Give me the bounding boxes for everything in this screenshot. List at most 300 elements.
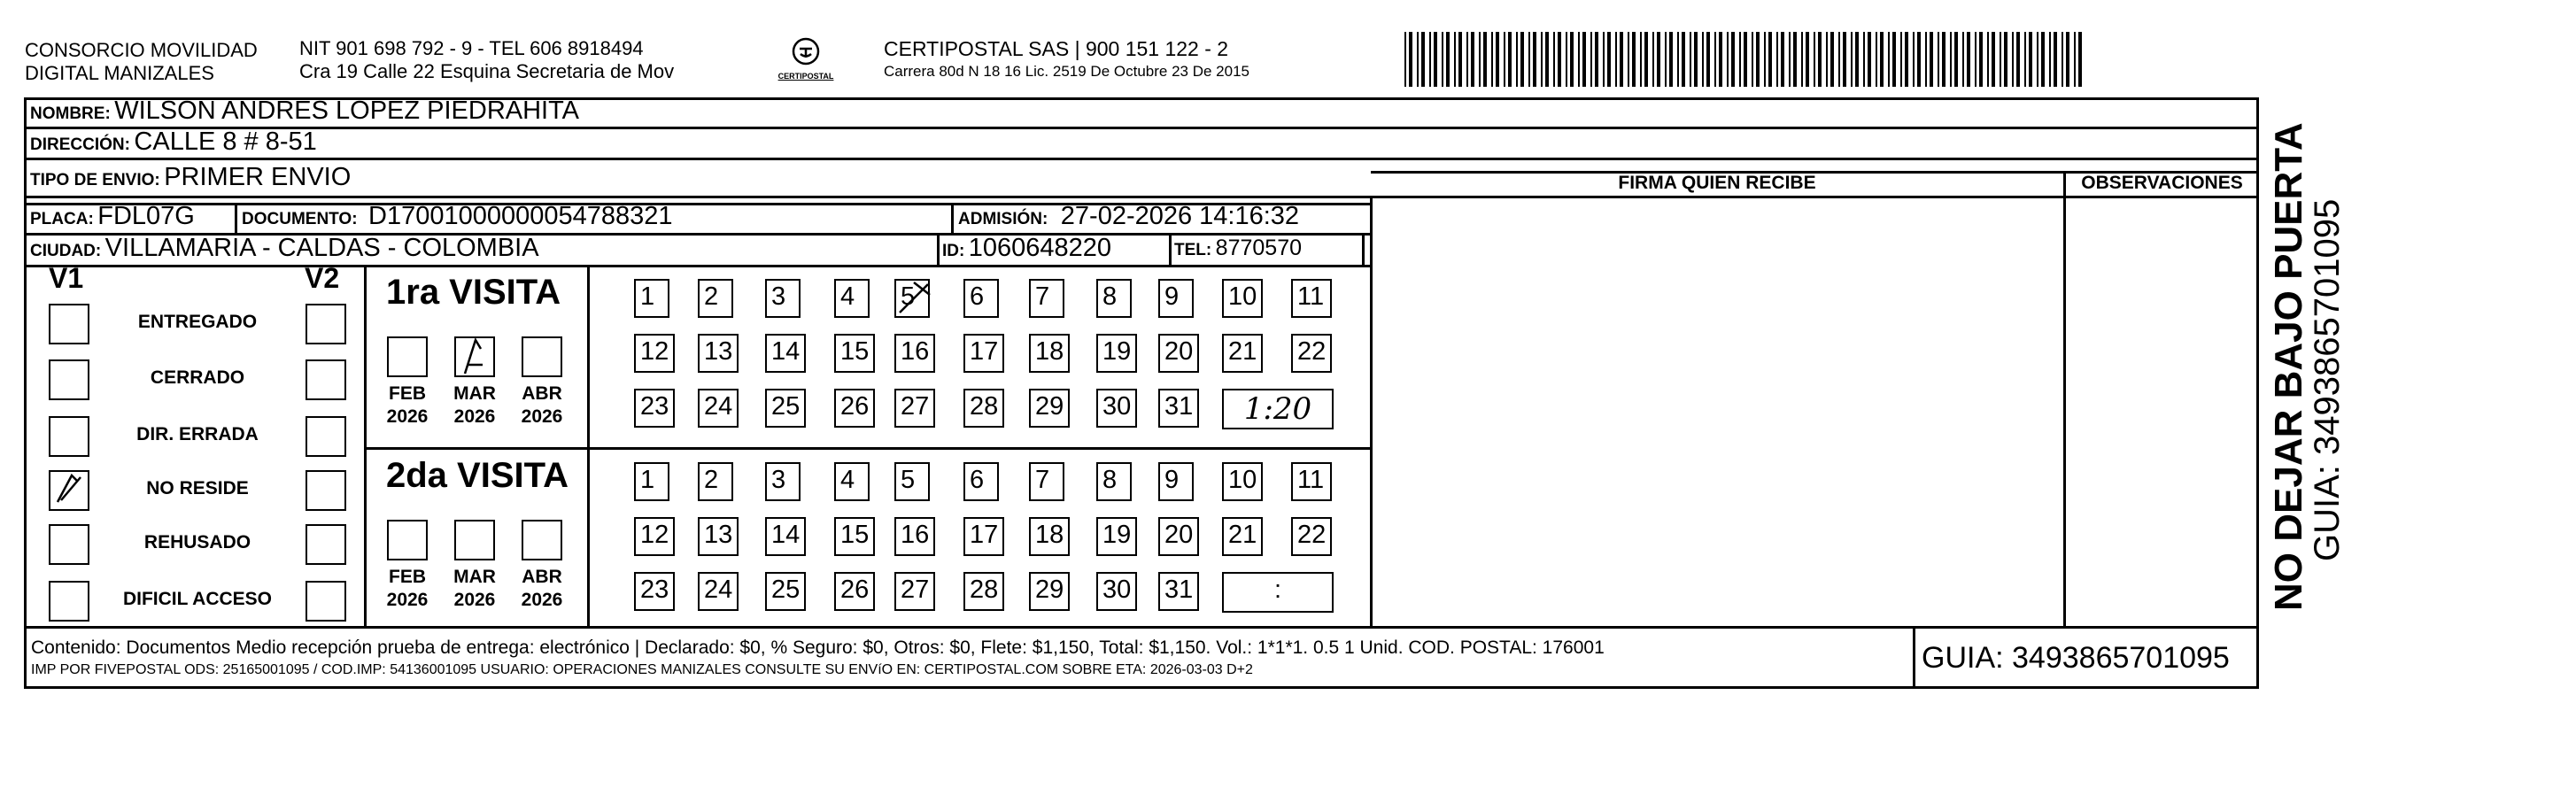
city-label: CIUDAD: <box>30 242 102 260</box>
footer-guide: GUIA: 3493865701095 <box>1922 641 2230 675</box>
plate-field <box>30 202 195 231</box>
day-box[interactable] <box>698 389 739 428</box>
day-box[interactable] <box>1222 279 1263 318</box>
month-year: 2026 <box>386 406 429 427</box>
day-number: 25 <box>771 576 801 604</box>
barcode-bar <box>1913 32 1915 87</box>
month-name: FEB <box>389 383 426 404</box>
visit-title: 1ra VISITA <box>386 273 561 312</box>
day-number: 26 <box>840 576 870 604</box>
day-box[interactable] <box>634 572 675 611</box>
barcode-bar <box>1719 32 1722 87</box>
day-number: 29 <box>1035 392 1064 421</box>
barcode-bar <box>1714 32 1716 87</box>
day-box[interactable] <box>634 334 675 373</box>
barcode-bar <box>2062 32 2063 87</box>
month-label <box>511 566 573 612</box>
day-number: 24 <box>704 392 733 421</box>
visit-time: 1:20 <box>1243 391 1312 427</box>
day-box[interactable] <box>634 517 675 556</box>
day-box[interactable] <box>634 389 675 428</box>
day-box[interactable] <box>1158 517 1199 556</box>
day-number: 7 <box>1035 466 1050 494</box>
barcode-bar <box>2049 32 2051 87</box>
city-field <box>30 234 539 263</box>
shipment-type: PRIMER ENVIO <box>164 163 352 191</box>
barcode-bar <box>1404 32 1406 87</box>
day-number: 21 <box>1228 521 1257 549</box>
day-box[interactable] <box>1222 462 1263 501</box>
day-box[interactable] <box>1222 334 1263 373</box>
v2-checkbox[interactable] <box>306 470 346 511</box>
day-number: 19 <box>1102 521 1132 549</box>
barcode-bar <box>1434 32 1437 87</box>
day-number: 16 <box>901 337 930 366</box>
city-value: VILLAMARIA - CALDAS - COLOMBIA <box>104 234 539 262</box>
barcode-bar <box>1421 32 1425 87</box>
barcode-bar <box>2004 32 2007 87</box>
barcode-bar <box>1508 32 1512 87</box>
barcode-bar <box>1838 32 1840 87</box>
day-box[interactable] <box>894 389 935 428</box>
day-box[interactable] <box>1096 334 1137 373</box>
shipment-type-row <box>30 163 351 192</box>
day-box[interactable] <box>834 334 875 373</box>
barcode-bar <box>1954 32 1958 87</box>
barcode-bar <box>1789 32 1791 87</box>
document-field <box>242 202 673 231</box>
visit-title: 2da VISITA <box>386 456 569 495</box>
day-box[interactable] <box>894 462 930 501</box>
barcode-bar <box>1545 32 1549 87</box>
recipient-address: CALLE 8 # 8-51 <box>134 127 317 156</box>
barcode-bar <box>1615 32 1617 87</box>
day-box[interactable] <box>1029 279 1064 318</box>
sender-nit: NIT 901 698 792 - 9 - TEL 606 8918494 <box>299 37 644 59</box>
day-box[interactable] <box>1291 517 1332 556</box>
month-checkbox[interactable] <box>454 520 495 560</box>
day-number: 2 <box>704 282 719 311</box>
barcode-bar <box>1938 32 1939 87</box>
tel-field <box>1174 236 1302 261</box>
day-box[interactable] <box>963 462 999 501</box>
document-value: D17001000000054788321 <box>368 202 673 230</box>
barcode-bar <box>1868 32 1871 87</box>
barcode-bar <box>1776 32 1778 87</box>
barcode-bar <box>1483 32 1487 87</box>
day-number: 24 <box>704 576 733 604</box>
v2-checkbox[interactable] <box>306 524 346 565</box>
v1-checkbox[interactable] <box>49 524 89 565</box>
day-number: 28 <box>970 392 999 421</box>
day-number: 10 <box>1228 466 1257 494</box>
month-name: MAR <box>453 567 496 587</box>
day-box[interactable] <box>698 462 733 501</box>
barcode-bar <box>1843 32 1846 87</box>
name-label: NOMBRE: <box>30 104 111 123</box>
barcode-bar <box>1694 32 1698 87</box>
day-number: 8 <box>1102 282 1118 311</box>
barcode-bar <box>1520 32 1524 87</box>
id-field <box>942 234 1111 263</box>
v1-checkbox[interactable] <box>49 359 89 400</box>
day-box[interactable] <box>1291 334 1332 373</box>
carrier-info <box>884 37 1249 82</box>
day-number: 20 <box>1164 521 1194 549</box>
day-box[interactable] <box>765 389 806 428</box>
barcode-bar <box>1987 32 1989 87</box>
day-box[interactable] <box>1222 517 1263 556</box>
barcode-bar <box>2024 32 2026 87</box>
month-year: 2026 <box>521 590 563 610</box>
barcode-bar <box>1566 32 1567 87</box>
barcode-bar <box>1863 32 1865 87</box>
day-number: 6 <box>970 466 985 494</box>
day-box[interactable] <box>834 389 875 428</box>
sender-address: Cra 19 Calle 22 Esquina Secretaria de Mov <box>299 60 675 82</box>
id-value: 1060648220 <box>968 234 1112 262</box>
sender-company-line2: DIGITAL MANIZALES <box>25 62 214 84</box>
barcode-bar <box>1731 32 1735 87</box>
day-box[interactable] <box>765 517 806 556</box>
month-checkbox[interactable] <box>387 520 428 560</box>
plate-label: PLACA: <box>30 210 94 228</box>
month-label <box>376 382 438 429</box>
day-box[interactable] <box>1029 517 1070 556</box>
barcode-bar <box>1496 32 1499 87</box>
barcode-bar <box>1582 32 1586 87</box>
barcode-bar <box>1690 32 1691 87</box>
recipient-name: WILSON ANDRES LOPEZ PIEDRAHITA <box>114 97 580 125</box>
month-checkbox[interactable] <box>522 336 562 377</box>
barcode-bar <box>1528 32 1530 87</box>
barcode-bar <box>1471 32 1474 87</box>
day-box[interactable] <box>1096 462 1132 501</box>
day-number: 27 <box>901 576 930 604</box>
day-box[interactable] <box>1291 462 1332 501</box>
footer-line1: Contenido: Documentos Medio recepción prueba de entrega: electrónico | Declarado: $0, % Seguro: $0, Otros: $0, Flete: $1,150, Total: $1,150. Vol.: 1*1*1. 0.5 1 Unid. COD. POSTAL: 176001 <box>31 637 1605 658</box>
barcode-bar <box>1830 32 1834 87</box>
month-name: ABR <box>522 383 562 404</box>
barcode-bar <box>1590 32 1592 87</box>
day-box[interactable] <box>1029 462 1064 501</box>
v2-checkbox[interactable] <box>306 359 346 400</box>
day-box[interactable] <box>1029 389 1070 428</box>
certipostal-logo-icon <box>788 35 824 67</box>
v2-header: V2 <box>305 262 340 294</box>
v1-checkbox[interactable] <box>49 304 89 344</box>
day-box[interactable] <box>894 572 935 611</box>
month-year: 2026 <box>453 590 496 610</box>
day-box[interactable] <box>1096 279 1132 318</box>
day-number: 12 <box>640 337 669 366</box>
day-box[interactable] <box>963 517 1004 556</box>
day-number: 8 <box>1102 466 1118 494</box>
day-number: 30 <box>1102 392 1132 421</box>
day-number: 2 <box>704 466 719 494</box>
day-number: 9 <box>1164 282 1180 311</box>
day-box[interactable] <box>1096 389 1137 428</box>
day-number: 23 <box>640 576 669 604</box>
plate-value: FDL07G <box>97 202 195 230</box>
day-number: 19 <box>1102 337 1132 366</box>
day-number: 27 <box>901 392 930 421</box>
barcode-bar <box>1417 32 1419 87</box>
day-box[interactable] <box>1158 334 1199 373</box>
month-label <box>376 566 438 612</box>
barcode-bar <box>2029 32 2032 87</box>
barcode-bar <box>1558 32 1561 87</box>
day-box[interactable] <box>1158 279 1194 318</box>
month-name: FEB <box>389 567 426 587</box>
day-number: 25 <box>771 392 801 421</box>
barcode-bar <box>1814 32 1815 87</box>
day-number: 14 <box>771 521 801 549</box>
barcode-bar <box>1504 32 1505 87</box>
barcode-bar <box>1781 32 1784 87</box>
barcode-bar <box>1942 32 1946 87</box>
barcode-bar <box>1744 32 1747 87</box>
day-number: 12 <box>640 521 669 549</box>
day-number: 22 <box>1297 337 1327 366</box>
barcode-bar <box>2054 32 2057 87</box>
visit-time-box[interactable] <box>1222 572 1334 613</box>
sender-company <box>25 39 258 85</box>
day-number: 5 <box>901 282 916 311</box>
status-option-label: REHUSADO <box>143 532 251 552</box>
day-box[interactable] <box>963 279 999 318</box>
barcode-bar <box>1752 32 1753 87</box>
barcode-bar <box>1578 32 1580 87</box>
recipient-name-row <box>30 97 579 126</box>
day-number: 23 <box>640 392 669 421</box>
day-box[interactable] <box>963 572 1004 611</box>
day-box[interactable] <box>1158 572 1199 611</box>
signature-header: FIRMA QUIEN RECIBE <box>1618 173 1816 193</box>
day-box[interactable] <box>1291 279 1332 318</box>
day-box[interactable] <box>765 334 806 373</box>
barcode-bar <box>1669 32 1673 87</box>
day-number: 18 <box>1035 521 1064 549</box>
month-label <box>511 382 573 429</box>
check-mark-icon <box>456 338 493 375</box>
barcode-bar <box>1880 32 1884 87</box>
v2-checkbox[interactable] <box>306 416 346 457</box>
barcode-bar <box>1892 32 1896 87</box>
day-box[interactable] <box>765 462 801 501</box>
day-number: 11 <box>1297 282 1325 311</box>
status-option-label: CERRADO <box>150 367 245 388</box>
v1-checkbox[interactable] <box>49 416 89 457</box>
barcode-bar <box>2074 32 2076 87</box>
day-box[interactable] <box>894 334 935 373</box>
barcode-bar <box>1442 32 1443 87</box>
tel-value: 8770570 <box>1215 236 1302 260</box>
month-name: MAR <box>453 383 496 404</box>
barcode-bar <box>1806 32 1809 87</box>
month-year: 2026 <box>521 406 563 427</box>
v1-header: V1 <box>49 262 84 294</box>
barcode-bar <box>1541 32 1543 87</box>
barcode-bar <box>1665 32 1667 87</box>
recipient-address-row <box>30 127 317 157</box>
barcode-bar <box>1818 32 1822 87</box>
day-box[interactable] <box>834 572 875 611</box>
barcode-bar <box>2078 32 2082 87</box>
visit-time-box[interactable] <box>1222 389 1334 429</box>
id-label: ID: <box>942 242 965 260</box>
day-box[interactable] <box>963 389 1004 428</box>
v1-checkbox[interactable] <box>49 581 89 622</box>
day-box[interactable] <box>634 279 669 318</box>
barcode-bar <box>1640 32 1642 87</box>
barcode-bar <box>1620 32 1623 87</box>
day-number: 31 <box>1164 392 1194 421</box>
barcode-bar <box>1888 32 1890 87</box>
barcode-bar <box>1409 32 1412 87</box>
barcode <box>1404 32 2092 90</box>
barcode-bar <box>1876 32 1877 87</box>
barcode-bar <box>2016 32 2020 87</box>
side-warning: NO DEJAR BAJO PUERTA <box>2267 122 2310 611</box>
day-box[interactable] <box>963 334 1004 373</box>
v2-checkbox[interactable] <box>306 304 346 344</box>
barcode-bar <box>1925 32 1927 87</box>
barcode-bar <box>1917 32 1921 87</box>
month-year: 2026 <box>386 590 429 610</box>
tel-label: TEL: <box>1174 241 1212 259</box>
status-option-label: NO RESIDE <box>146 478 249 498</box>
barcode-bar <box>1458 32 1462 87</box>
day-number: 26 <box>840 392 870 421</box>
day-number: 15 <box>840 337 870 366</box>
signature-area[interactable] <box>1373 198 2062 624</box>
barcode-bar <box>1768 32 1772 87</box>
day-box[interactable] <box>1096 517 1137 556</box>
barcode-bar <box>1793 32 1797 87</box>
month-checkbox[interactable] <box>522 520 562 560</box>
status-option-label: DIR. ERRADA <box>136 424 259 444</box>
day-box[interactable] <box>698 572 739 611</box>
address-label: DIRECCIÓN: <box>30 135 130 154</box>
day-number: 4 <box>840 466 855 494</box>
admission-field <box>958 202 1299 231</box>
day-number: 30 <box>1102 576 1132 604</box>
carrier-line1: CERTIPOSTAL SAS | 900 151 122 - 2 <box>884 37 1229 60</box>
day-box[interactable] <box>698 334 739 373</box>
admission-label: ADMISIÓN: <box>958 210 1048 228</box>
barcode-bar <box>1962 32 1964 87</box>
day-number: 11 <box>1297 466 1325 494</box>
footer-line2: IMP POR FIVEPOSTAL ODS: 25165001095 / COD.IMP: 54136001095 USUARIO: OPERACIONES MANIZALES CONSULTE SU ENVíO EN: CERTIPOSTAL.COM SOBRE ETA: 2026-03-03 D+2 <box>31 662 1253 677</box>
sender-contact <box>299 37 674 83</box>
status-option-label: DIFICIL ACCESO <box>122 589 272 609</box>
barcode-bar <box>1657 32 1660 87</box>
day-box[interactable] <box>1096 572 1137 611</box>
barcode-bar <box>1682 32 1685 87</box>
barcode-bar <box>1632 32 1636 87</box>
observations-area[interactable] <box>2067 198 2257 624</box>
check-mark-icon <box>896 281 932 316</box>
day-box[interactable] <box>834 279 870 318</box>
day-number: 17 <box>970 337 999 366</box>
day-box[interactable] <box>1029 334 1070 373</box>
barcode-bar <box>1491 32 1493 87</box>
barcode-bar <box>1603 32 1605 87</box>
logo-text: CERTIPOSTAL <box>777 72 834 81</box>
barcode-bar <box>1516 32 1518 87</box>
day-box[interactable] <box>698 517 739 556</box>
barcode-bar <box>1801 32 1803 87</box>
barcode-bar <box>1570 32 1574 87</box>
day-box[interactable] <box>698 279 733 318</box>
day-number: 4 <box>840 282 855 311</box>
barcode-bar <box>1855 32 1859 87</box>
admission-value: 27-02-2026 14:16:32 <box>1060 202 1300 230</box>
barcode-bar <box>2000 32 2001 87</box>
barcode-bar <box>1826 32 1828 87</box>
observations-header: OBSERVACIONES <box>2081 173 2243 193</box>
day-box[interactable] <box>765 572 806 611</box>
barcode-bar <box>1930 32 1933 87</box>
day-box[interactable] <box>1158 462 1194 501</box>
barcode-bar <box>1992 32 1995 87</box>
day-box[interactable] <box>1158 389 1199 428</box>
month-checkbox[interactable] <box>454 336 495 377</box>
day-number: 10 <box>1228 282 1257 311</box>
barcode-bar <box>1950 32 1952 87</box>
v2-checkbox[interactable] <box>306 581 346 622</box>
barcode-bar <box>1764 32 1766 87</box>
visit-time: : <box>1273 576 1282 604</box>
barcode-bar <box>1479 32 1481 87</box>
barcode-bar <box>1553 32 1555 87</box>
month-label <box>444 566 506 612</box>
barcode-bar <box>2041 32 2045 87</box>
day-box[interactable] <box>765 279 801 318</box>
day-box[interactable] <box>834 517 875 556</box>
day-number: 22 <box>1297 521 1327 549</box>
day-number: 14 <box>771 337 801 366</box>
certipostal-logo <box>769 35 843 85</box>
day-number: 31 <box>1164 576 1194 604</box>
barcode-bar <box>1446 32 1450 87</box>
day-number: 28 <box>970 576 999 604</box>
barcode-bar <box>1454 32 1456 87</box>
type-label: TIPO DE ENVIO: <box>30 171 160 189</box>
barcode-bar <box>1975 32 1976 87</box>
day-number: 6 <box>970 282 985 311</box>
day-number: 16 <box>901 521 930 549</box>
barcode-bar <box>1702 32 1704 87</box>
month-checkbox[interactable] <box>387 336 428 377</box>
status-option-label: ENTREGADO <box>137 312 258 332</box>
carrier-line2: Carrera 80d N 18 16 Lic. 2519 De Octubre 23 De 2015 <box>884 63 1249 80</box>
barcode-bar <box>1533 32 1536 87</box>
barcode-bar <box>2037 32 2038 87</box>
day-box[interactable] <box>834 462 870 501</box>
day-box[interactable] <box>634 462 669 501</box>
day-box[interactable] <box>894 517 935 556</box>
day-number: 13 <box>704 337 733 366</box>
sender-company-line1: CONSORCIO MOVILIDAD <box>25 39 258 61</box>
barcode-bar <box>1739 32 1741 87</box>
day-box[interactable] <box>894 279 930 318</box>
day-number: 21 <box>1228 337 1257 366</box>
day-number: 1 <box>640 282 655 311</box>
day-box[interactable] <box>1029 572 1070 611</box>
v1-checkbox[interactable] <box>49 470 89 511</box>
